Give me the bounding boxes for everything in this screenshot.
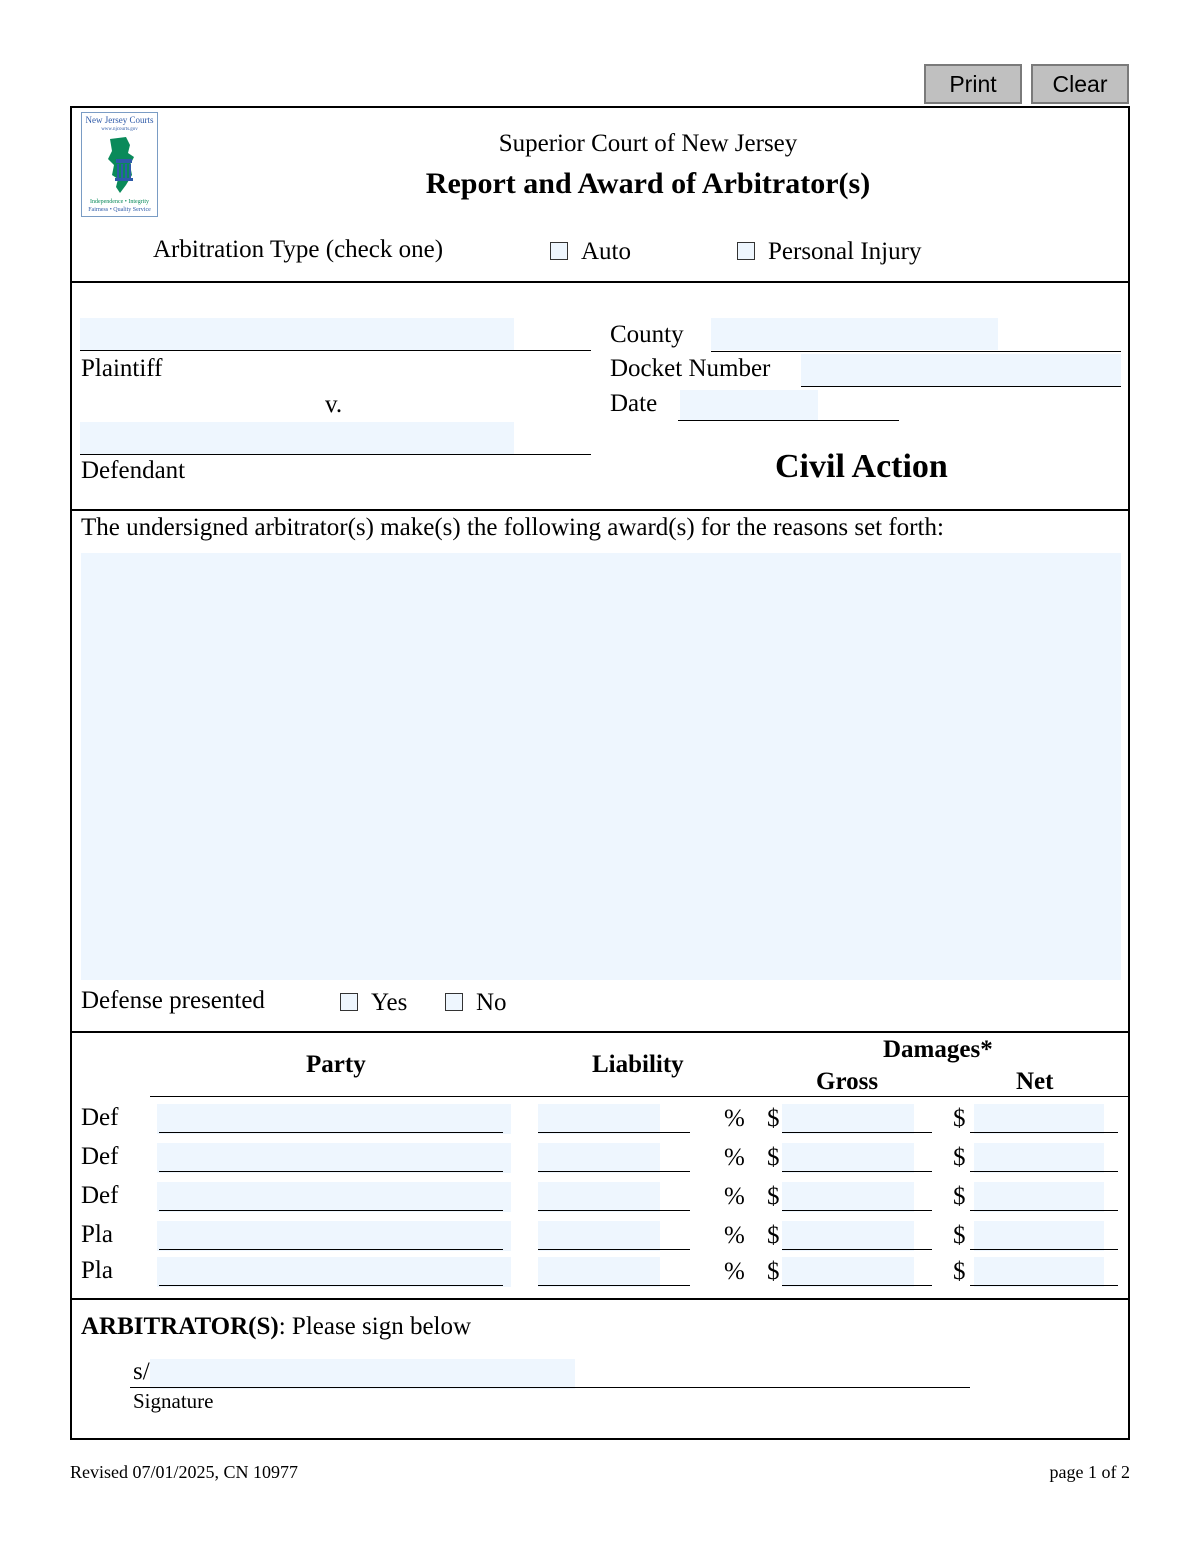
divider — [70, 1298, 1130, 1300]
gross-damages-field[interactable] — [782, 1182, 914, 1212]
dollar-sign: $ — [953, 1258, 966, 1285]
dollar-sign: $ — [767, 1258, 780, 1285]
party-field[interactable] — [157, 1257, 511, 1287]
date-field[interactable] — [680, 390, 818, 420]
liability-field[interactable] — [538, 1182, 660, 1212]
dollar-sign: $ — [953, 1144, 966, 1171]
gross-underline — [782, 1132, 932, 1133]
gross-underline — [782, 1171, 932, 1172]
percent-sign: % — [724, 1222, 745, 1249]
party-field[interactable] — [157, 1221, 511, 1251]
liability-underline — [538, 1132, 690, 1133]
personal-injury-option-label: Personal Injury — [768, 238, 922, 265]
liability-underline — [538, 1249, 690, 1250]
net-damages-field[interactable] — [974, 1221, 1104, 1251]
net-underline — [970, 1171, 1118, 1172]
date-label: Date — [610, 390, 658, 417]
print-button[interactable]: Print — [924, 64, 1022, 104]
gross-underline — [782, 1210, 932, 1211]
logo-text-url: www.njcourts.gov — [101, 127, 138, 132]
net-underline — [970, 1210, 1118, 1211]
net-damages-field[interactable] — [974, 1257, 1104, 1287]
docket-number-underline — [801, 386, 1121, 387]
party-field[interactable] — [157, 1182, 511, 1212]
plaintiff-field[interactable] — [80, 318, 514, 350]
percent-sign: % — [724, 1105, 745, 1132]
percent-sign: % — [724, 1183, 745, 1210]
dollar-sign: $ — [767, 1222, 780, 1249]
personal-injury-checkbox[interactable] — [737, 242, 755, 260]
divider — [70, 281, 1130, 283]
gross-damages-field[interactable] — [782, 1221, 914, 1251]
versus-label: v. — [325, 391, 343, 418]
gross-underline — [782, 1249, 932, 1250]
page-number: page 1 of 2 — [1049, 1462, 1130, 1482]
party-column-header: Party — [306, 1051, 366, 1078]
net-underline — [970, 1285, 1118, 1286]
net-damages-field[interactable] — [974, 1104, 1104, 1134]
party-underline — [159, 1171, 503, 1172]
gross-damages-field[interactable] — [782, 1143, 914, 1173]
date-underline — [678, 420, 899, 421]
arbitrator-sign-heading — [81, 1313, 471, 1341]
defendant-field[interactable] — [80, 422, 514, 454]
net-damages-field[interactable] — [974, 1182, 1104, 1212]
damages-column-header: Damages* — [883, 1036, 993, 1063]
row-role-label: Def — [81, 1104, 119, 1131]
defense-no-label: No — [476, 989, 507, 1016]
award-reasons-field[interactable] — [81, 553, 1121, 980]
revision-note: Revised 07/01/2025, CN 10977 — [70, 1462, 298, 1482]
logo-text-bottom1: Independence • Integrity — [89, 199, 150, 205]
civil-action-label: Civil Action — [775, 448, 948, 485]
dollar-sign: $ — [953, 1183, 966, 1210]
net-damages-field[interactable] — [974, 1143, 1104, 1173]
liability-underline — [538, 1171, 690, 1172]
divider — [70, 1031, 1130, 1033]
percent-sign: % — [724, 1144, 745, 1171]
defendant-label: Defendant — [81, 457, 186, 484]
clear-button[interactable]: Clear — [1031, 64, 1129, 104]
defense-presented-label: Defense presented — [81, 987, 265, 1014]
dollar-sign: $ — [953, 1105, 966, 1132]
liability-field[interactable] — [538, 1221, 660, 1251]
liability-field[interactable] — [538, 1104, 660, 1134]
defense-yes-label: Yes — [371, 989, 408, 1016]
percent-sign: % — [724, 1258, 745, 1285]
party-field[interactable] — [157, 1104, 511, 1134]
table-header-rule — [150, 1096, 1129, 1097]
divider — [70, 509, 1130, 511]
party-field[interactable] — [157, 1143, 511, 1173]
row-role-label: Pla — [81, 1257, 113, 1284]
net-underline — [970, 1249, 1118, 1250]
row-role-label: Def — [81, 1143, 119, 1170]
nj-courts-logo — [81, 112, 158, 217]
plaintiff-underline — [80, 350, 591, 351]
liability-column-header: Liability — [592, 1051, 684, 1078]
gross-column-header: Gross — [816, 1068, 879, 1095]
liability-field[interactable] — [538, 1143, 660, 1173]
auto-option-label: Auto — [581, 238, 631, 265]
row-role-label: Def — [81, 1182, 119, 1209]
party-underline — [159, 1249, 503, 1250]
award-intro-text: The undersigned arbitrator(s) make(s) the following award(s) for the reasons set forth: — [81, 514, 944, 541]
liability-field[interactable] — [538, 1257, 660, 1287]
docket-number-field[interactable] — [801, 354, 1121, 386]
party-underline — [159, 1132, 503, 1133]
dollar-sign: $ — [767, 1105, 780, 1132]
defense-yes-checkbox[interactable] — [340, 993, 358, 1011]
row-role-label: Pla — [81, 1221, 113, 1248]
net-column-header: Net — [1016, 1068, 1054, 1095]
arbitrator-heading-rest: : Please sign below — [278, 1313, 472, 1340]
plaintiff-label: Plaintiff — [81, 355, 163, 382]
party-underline — [159, 1210, 503, 1211]
dollar-sign: $ — [767, 1183, 780, 1210]
docket-number-label: Docket Number — [610, 355, 771, 382]
liability-underline — [538, 1210, 690, 1211]
defendant-underline — [80, 454, 591, 455]
party-underline — [159, 1285, 503, 1286]
county-label: County — [610, 321, 684, 348]
dollar-sign: $ — [767, 1144, 780, 1171]
dollar-sign: $ — [953, 1222, 966, 1249]
signature-field[interactable] — [150, 1359, 575, 1389]
auto-checkbox[interactable] — [550, 242, 568, 260]
gross-damages-field[interactable] — [782, 1257, 914, 1287]
signature-prefix: s/ — [133, 1358, 150, 1385]
arbitrator-heading-bold: ARBITRATOR(S) — [81, 1313, 279, 1340]
net-underline — [970, 1132, 1118, 1133]
gross-damages-field[interactable] — [782, 1104, 914, 1134]
signature-label: Signature — [133, 1389, 214, 1413]
arbitration-type-label: Arbitration Type (check one) — [153, 236, 444, 263]
liability-underline — [538, 1285, 690, 1286]
defense-no-checkbox[interactable] — [445, 993, 463, 1011]
logo-text-bottom2: Fairness • Quality Service — [88, 207, 151, 213]
logo-text-top: New Jersey Courts — [85, 115, 154, 125]
county-underline — [711, 351, 1121, 352]
gross-underline — [782, 1285, 932, 1286]
signature-underline — [130, 1387, 970, 1388]
court-name: Superior Court of New Jersey — [498, 130, 798, 157]
page-title: Report and Award of Arbitrator(s) — [425, 167, 871, 200]
county-field[interactable] — [711, 318, 998, 350]
